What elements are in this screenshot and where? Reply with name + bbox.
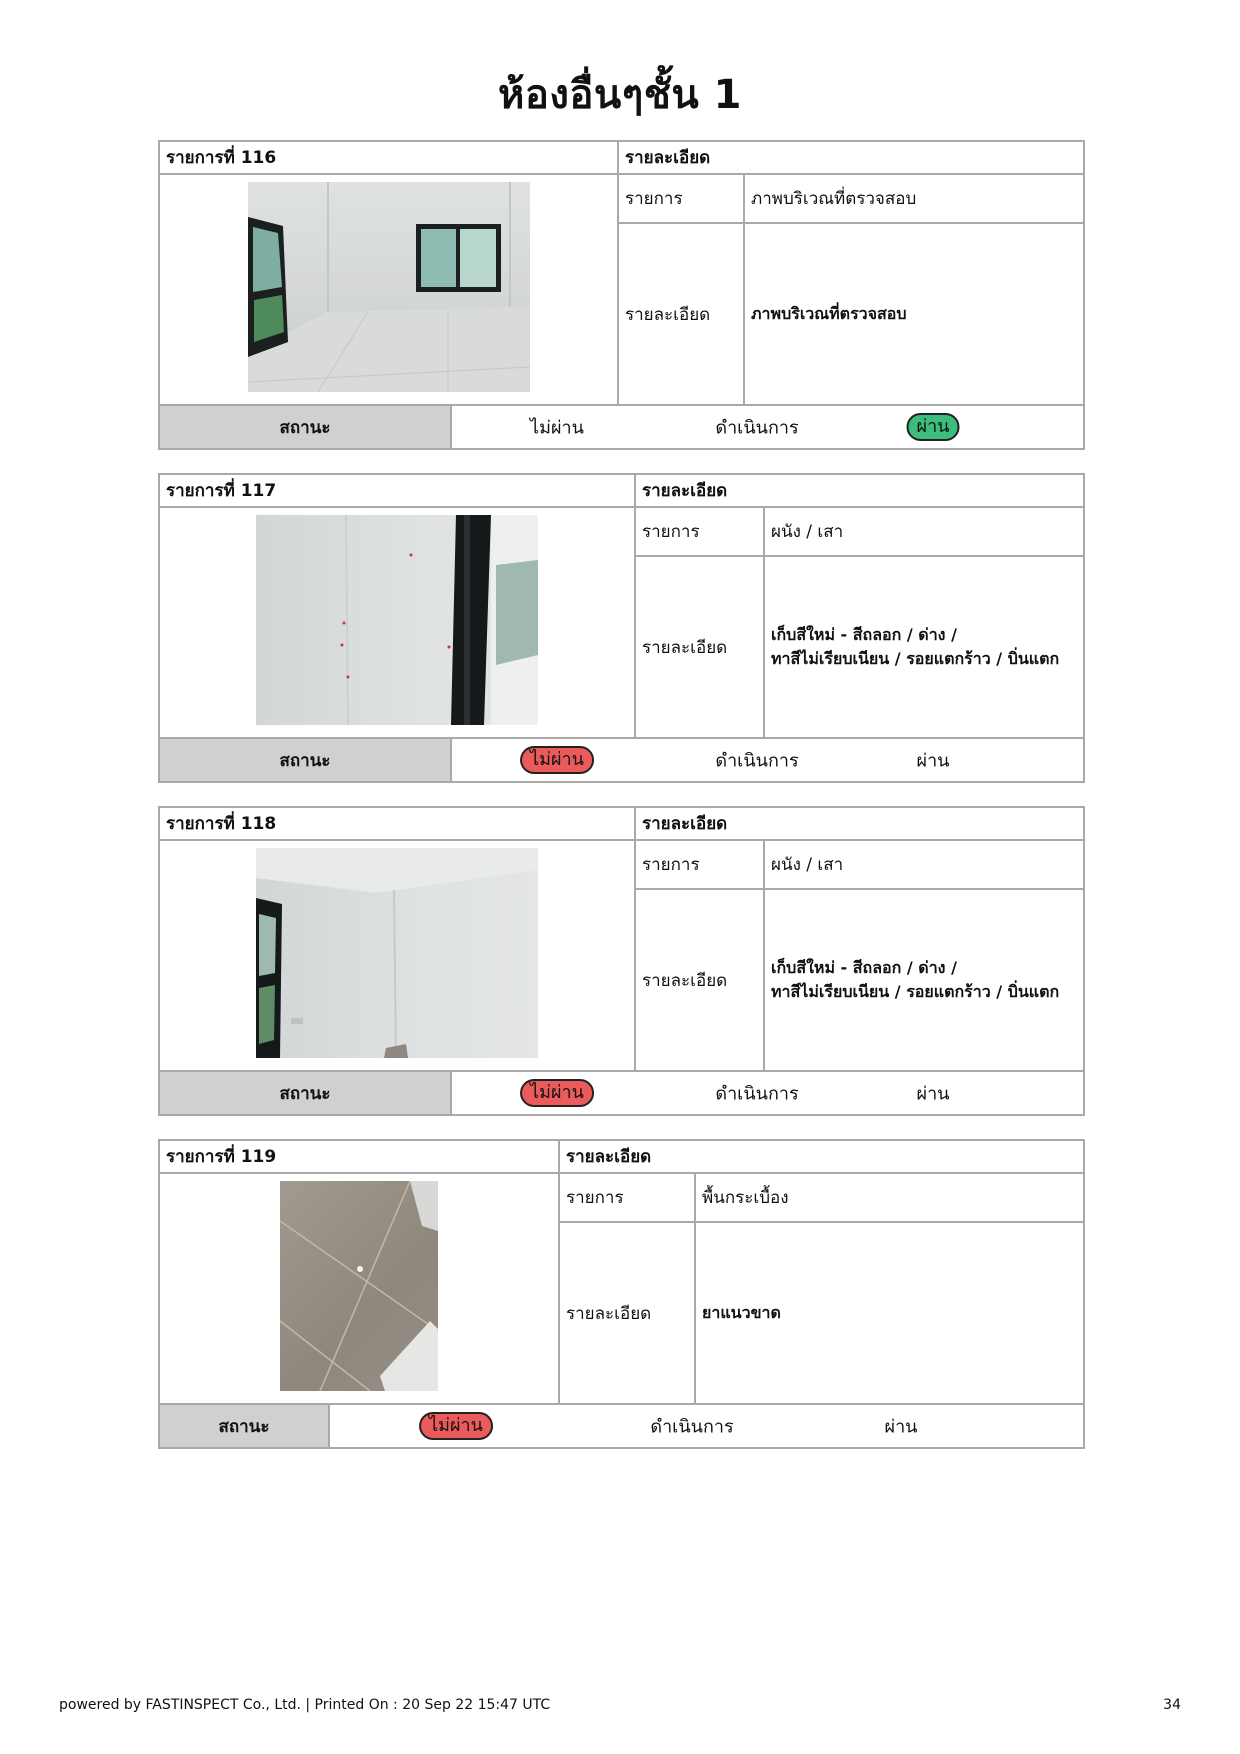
detail-label: รายละเอียด [636, 890, 765, 1070]
status-label: สถานะ [160, 1072, 452, 1114]
status-row [160, 1405, 1083, 1447]
detail-label: รายละเอียด [619, 224, 745, 404]
status-inprogress-option[interactable]: ดำเนินการ [715, 750, 799, 772]
status-pass-option[interactable]: ผ่าน [916, 1083, 950, 1105]
detail-header: รายละเอียด [636, 475, 1083, 508]
detail-value: ภาพบริเวณที่ตรวจสอบ [751, 304, 907, 323]
item-number-header: รายการที่ 119 [160, 1141, 558, 1174]
photo-column [160, 142, 619, 404]
status-label: สถานะ [160, 406, 452, 448]
item-value: พื้นกระเบื้อง [702, 1187, 789, 1208]
item-number-header: รายการที่ 117 [160, 475, 634, 508]
floor-tile-photo[interactable] [280, 1181, 438, 1391]
item-label: รายการ [636, 508, 765, 555]
detail-label: รายละเอียด [560, 1223, 696, 1403]
inspection-card-118 [158, 806, 1085, 1116]
footer-credit: powered by FASTINSPECT Co., Ltd. | Printed On : 20 Sep 22 15:47 UTC [59, 1697, 551, 1713]
detail-value-line2: ทาสีไม่เรียบเนียน / รอยแตกร้าว / บิ่นแตก [771, 982, 1060, 1001]
item-number-header: รายการที่ 116 [160, 142, 617, 175]
inspection-card-116 [158, 140, 1085, 450]
status-fail-option-selected[interactable]: ไม่ผ่าน [419, 1412, 493, 1440]
wall-photo[interactable] [256, 515, 538, 725]
room-window-photo[interactable] [248, 182, 530, 392]
status-row [160, 739, 1083, 781]
detail-header: รายละเอียด [560, 1141, 1083, 1174]
page-number: 34 [1163, 1697, 1181, 1713]
detail-value-line2: ทาสีไม่เรียบเนียน / รอยแตกร้าว / บิ่นแตก [771, 649, 1060, 668]
status-fail-option-selected[interactable]: ไม่ผ่าน [520, 746, 594, 774]
wall-corner-photo[interactable] [256, 848, 538, 1058]
photo-column [160, 475, 636, 737]
status-pass-option[interactable]: ผ่าน [884, 1416, 918, 1438]
detail-label: รายละเอียด [636, 557, 765, 737]
status-fail-option-selected[interactable]: ไม่ผ่าน [520, 1079, 594, 1107]
photo-column [160, 808, 636, 1070]
item-value: ภาพบริเวณที่ตรวจสอบ [751, 188, 917, 209]
item-label: รายการ [636, 841, 765, 888]
status-inprogress-option[interactable]: ดำเนินการ [715, 417, 799, 439]
item-label: รายการ [619, 175, 745, 222]
status-inprogress-option[interactable]: ดำเนินการ [650, 1416, 734, 1438]
status-inprogress-option[interactable]: ดำเนินการ [715, 1083, 799, 1105]
detail-header: รายละเอียด [636, 808, 1083, 841]
status-fail-option[interactable]: ไม่ผ่าน [530, 417, 584, 439]
status-pass-option[interactable]: ผ่าน [916, 750, 950, 772]
item-number-header: รายการที่ 118 [160, 808, 634, 841]
status-row [160, 406, 1083, 448]
status-label: สถานะ [160, 1405, 330, 1447]
inspection-card-119 [158, 1139, 1085, 1449]
detail-value-line1: เก็บสีใหม่ - สีถลอก / ด่าง / [771, 625, 957, 644]
item-label: รายการ [560, 1174, 696, 1221]
item-value: ผนัง / เสา [771, 854, 844, 875]
status-row [160, 1072, 1083, 1114]
status-pass-option-selected[interactable]: ผ่าน [907, 413, 960, 441]
status-label: สถานะ [160, 739, 452, 781]
photo-column [160, 1141, 560, 1403]
page-title: ห้องอื่นๆชั้น 1 [497, 72, 743, 118]
detail-value-line1: เก็บสีใหม่ - สีถลอก / ด่าง / [771, 958, 957, 977]
inspection-card-117 [158, 473, 1085, 783]
item-value: ผนัง / เสา [771, 521, 844, 542]
detail-value: ยาแนวขาด [702, 1303, 781, 1322]
detail-header: รายละเอียด [619, 142, 1083, 175]
